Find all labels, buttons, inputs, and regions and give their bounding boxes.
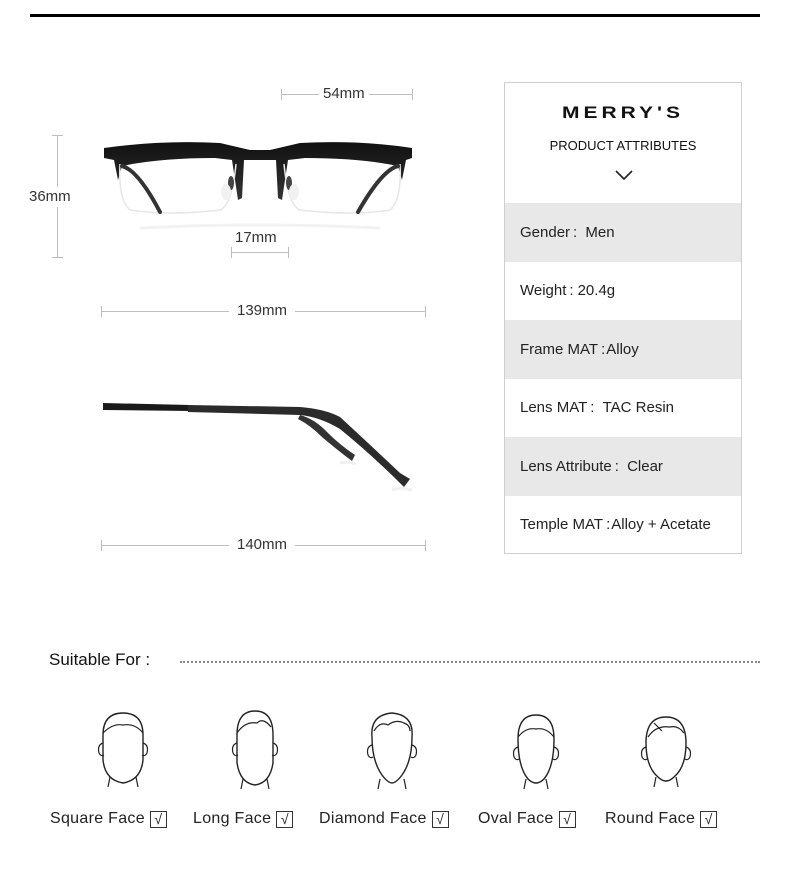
attr-label: Frame MAT xyxy=(520,340,599,358)
checkbox-long-face[interactable]: √ xyxy=(276,811,293,828)
attr-row-weight: Weight : 20.4g xyxy=(520,282,616,300)
chevron-down-icon xyxy=(614,169,634,181)
card-subtitle: PRODUCT ATTRIBUTES xyxy=(549,138,697,153)
checkbox-square-face[interactable]: √ xyxy=(150,811,167,828)
temple-length-label: 140mm xyxy=(229,537,295,553)
attr-row-lens-attribute: Lens Attribute : Clear xyxy=(505,437,741,496)
face-label-square: Square Face √ xyxy=(50,810,167,828)
lens-height-label: 36mm xyxy=(29,188,71,205)
attr-value: 20.4g xyxy=(577,282,616,300)
dim-temple-length xyxy=(101,536,426,553)
attr-label: Weight xyxy=(520,282,567,300)
attr-label: Temple MAT xyxy=(520,516,604,534)
suitable-for-title: Suitable For : xyxy=(49,650,151,669)
checkbox-round-face[interactable]: √ xyxy=(700,811,717,828)
bridge-width-label: 17mm xyxy=(231,230,281,246)
diamond-face-icon xyxy=(352,705,432,795)
checkbox-diamond-face[interactable]: √ xyxy=(432,811,449,828)
dim-bridge-width xyxy=(231,247,289,259)
frame-width-label: 139mm xyxy=(229,303,295,319)
oval-face-icon xyxy=(496,705,576,795)
attr-label: Gender xyxy=(520,223,571,241)
face-label-oval: Oval Face √ xyxy=(478,810,576,828)
round-face-icon xyxy=(626,705,706,795)
lens-width-label: 54mm xyxy=(319,86,369,102)
attr-value: Men xyxy=(585,223,615,241)
glasses-front-view-image xyxy=(100,130,420,240)
face-label-round: Round Face √ xyxy=(605,810,717,828)
glasses-side-view-image xyxy=(100,395,420,505)
brand-logo: MERRY'S xyxy=(561,103,685,122)
top-divider xyxy=(30,14,760,17)
attr-row-temple-mat: Temple MAT : Alloy + Acetate xyxy=(520,516,711,534)
attr-row-frame-mat: Frame MAT : Alloy xyxy=(505,320,741,379)
attr-value: TAC Resin xyxy=(602,399,674,417)
dim-frame-width xyxy=(101,302,426,319)
face-label-long: Long Face √ xyxy=(193,810,293,828)
attr-value: Alloy xyxy=(606,340,639,358)
long-face-icon xyxy=(215,705,295,795)
dim-lens-width xyxy=(281,85,413,102)
attr-label: Lens Attribute xyxy=(520,457,612,475)
product-attributes-card xyxy=(504,82,742,554)
dotted-divider xyxy=(180,661,760,663)
attr-label: Lens MAT xyxy=(520,399,588,417)
face-label-diamond: Diamond Face √ xyxy=(319,810,449,828)
attr-row-lens-mat: Lens MAT : TAC Resin xyxy=(520,399,674,417)
attr-value: Alloy + Acetate xyxy=(611,516,711,534)
attribute-list xyxy=(505,203,741,554)
checkbox-oval-face[interactable]: √ xyxy=(559,811,576,828)
square-face-icon xyxy=(83,705,163,795)
attr-value: Clear xyxy=(627,457,663,475)
attr-row-gender: Gender : Men xyxy=(505,203,741,262)
